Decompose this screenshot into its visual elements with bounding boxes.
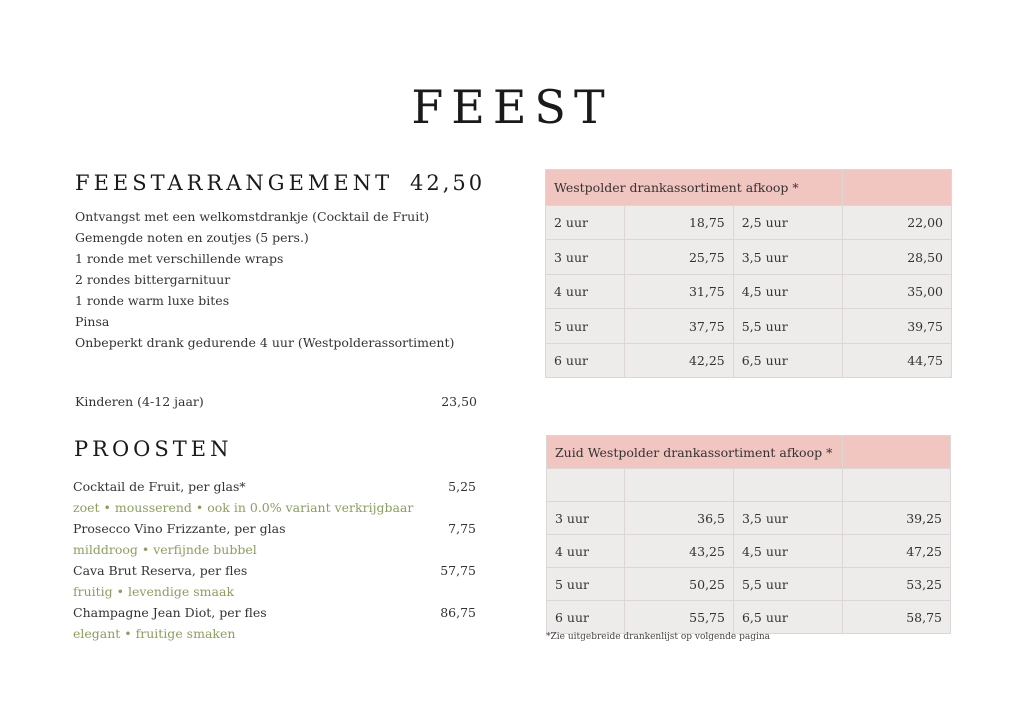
table-header: Zuid Westpolder drankassortiment afkoop * — [547, 436, 843, 469]
table-cell — [842, 469, 950, 502]
arrangement-item: 1 ronde met verschillende wraps — [75, 251, 284, 266]
table-cell: 5 uur — [546, 309, 625, 344]
drink-price: 5,25 — [448, 479, 476, 494]
table-cell: 6 uur — [546, 344, 625, 378]
table-cell: 6,5 uur — [733, 601, 842, 634]
table-row — [547, 502, 951, 535]
table-cell — [547, 469, 625, 502]
drink-name: Prosecco Vino Frizzante, per glas — [73, 521, 286, 536]
table-cell: 4 uur — [546, 275, 625, 309]
arrangement-heading: FEESTARRANGEMENT — [75, 171, 394, 195]
table-cell: 35,00 — [842, 275, 951, 309]
arrangement-price: 42,50 — [410, 171, 486, 195]
table-cell: 4 uur — [547, 535, 625, 568]
kids-price: 23,50 — [441, 394, 477, 409]
arrangement-item: Ontvangst met een welkomstdrankje (Cocktail de Fruit) — [75, 209, 430, 224]
drink-name: Cava Brut Reserva, per fles — [73, 563, 248, 578]
table-cell: 5,5 uur — [733, 309, 842, 344]
table-cell: 43,25 — [624, 535, 733, 568]
drink-price: 86,75 — [440, 605, 476, 620]
table-cell: 18,75 — [624, 206, 733, 240]
table-cell: 31,75 — [624, 275, 733, 309]
table-row — [547, 535, 951, 568]
table-cell — [733, 469, 842, 502]
table-cell: 5,5 uur — [733, 568, 842, 601]
arrangement-item: 1 ronde warm luxe bites — [75, 293, 230, 308]
table-cell: 5 uur — [547, 568, 625, 601]
drink-price: 57,75 — [440, 563, 476, 578]
table-cell — [624, 469, 733, 502]
table-cell: 36,5 — [624, 502, 733, 535]
table-cell: 22,00 — [842, 206, 951, 240]
table-cell: 42,25 — [624, 344, 733, 378]
table-header-empty — [842, 170, 951, 206]
table-cell: 2,5 uur — [733, 206, 842, 240]
table-row — [546, 275, 952, 309]
table-row — [546, 344, 952, 378]
westpolder-price-table — [545, 169, 952, 378]
table-cell: 53,25 — [842, 568, 950, 601]
arrangement-item: Gemengde noten en zoutjes (5 pers.) — [75, 230, 309, 245]
footnote: *Zie uitgebreide drankenlijst op volgende pagina — [546, 632, 771, 642]
table-cell: 6,5 uur — [733, 344, 842, 378]
table-cell: 3,5 uur — [733, 502, 842, 535]
drink-price: 7,75 — [448, 521, 476, 536]
table-row — [547, 601, 951, 634]
table-header-empty — [842, 436, 950, 469]
table-header-row — [546, 170, 952, 206]
table-cell: 3 uur — [546, 240, 625, 275]
table-header: Westpolder drankassortiment afkoop * — [546, 170, 843, 206]
proosten-heading: PROOSTEN — [74, 437, 233, 461]
page-title: FEEST — [411, 80, 613, 134]
drink-description: elegant • fruitige smaken — [73, 626, 236, 641]
table-cell: 55,75 — [624, 601, 733, 634]
zuid-westpolder-price-table — [546, 435, 951, 634]
drink-description: milddroog • verfijnde bubbel — [73, 542, 257, 557]
table-cell: 3 uur — [547, 502, 625, 535]
table-cell: 4,5 uur — [733, 275, 842, 309]
table-cell: 37,75 — [624, 309, 733, 344]
drink-name: Cocktail de Fruit, per glas* — [73, 479, 246, 494]
drink-name: Champagne Jean Diot, per fles — [73, 605, 267, 620]
arrangement-item: 2 rondes bittergarnituur — [75, 272, 231, 287]
table-row — [547, 469, 951, 502]
table-cell: 47,25 — [842, 535, 950, 568]
table-cell: 25,75 — [624, 240, 733, 275]
table-row — [546, 309, 952, 344]
table-cell: 39,25 — [842, 502, 950, 535]
table-cell: 6 uur — [547, 601, 625, 634]
table-cell: 44,75 — [842, 344, 951, 378]
table-cell: 39,75 — [842, 309, 951, 344]
table-cell: 28,50 — [842, 240, 951, 275]
table-cell: 4,5 uur — [733, 535, 842, 568]
table-cell: 2 uur — [546, 206, 625, 240]
arrangement-item: Pinsa — [75, 314, 110, 329]
table-header-row — [547, 436, 951, 469]
table-row — [547, 568, 951, 601]
arrangement-item: Onbeperkt drank gedurende 4 uur (Westpolderassortiment) — [75, 335, 455, 350]
table-cell: 50,25 — [624, 568, 733, 601]
table-row — [546, 206, 952, 240]
table-row — [546, 240, 952, 275]
table-cell: 3,5 uur — [733, 240, 842, 275]
drink-description: zoet • mousserend • ook in 0.0% variant verkrijgbaar — [73, 500, 414, 515]
table-cell: 58,75 — [842, 601, 950, 634]
kids-label: Kinderen (4-12 jaar) — [75, 394, 204, 409]
drink-description: fruitig • levendige smaak — [73, 584, 235, 599]
